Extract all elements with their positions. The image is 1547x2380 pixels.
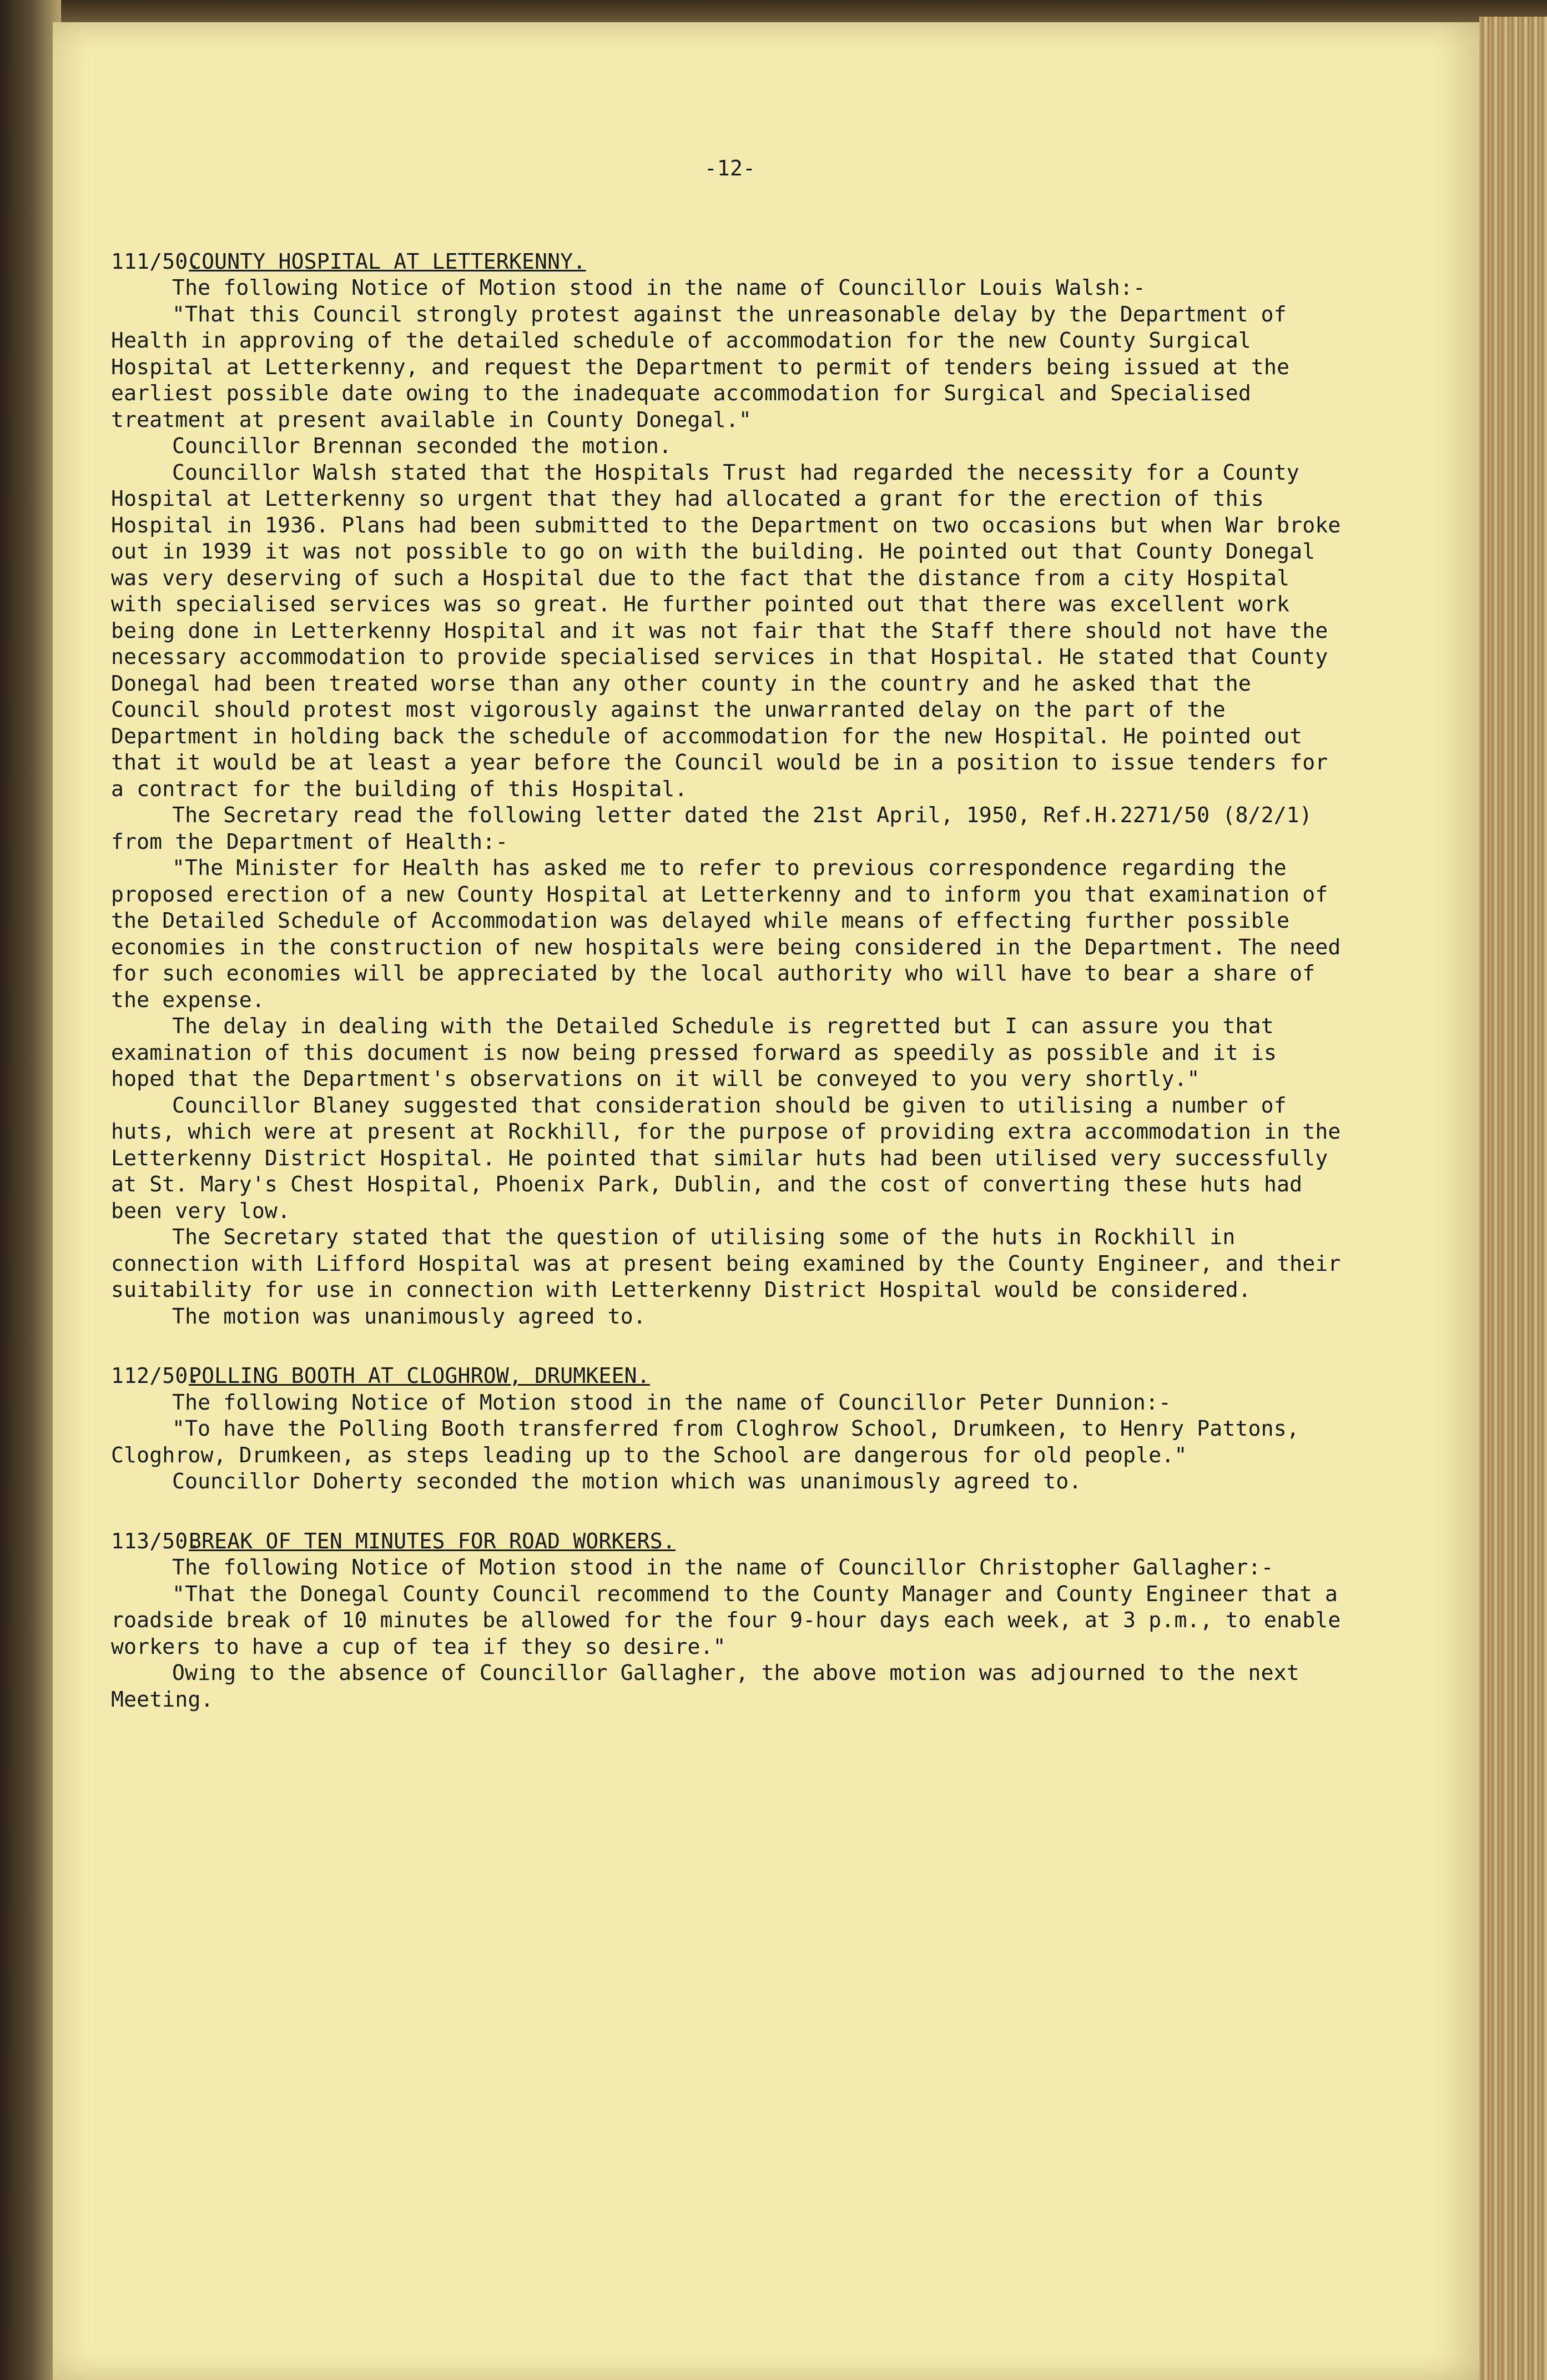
section-title: COUNTY HOSPITAL AT LETTERKENNY. bbox=[189, 249, 586, 274]
paragraph: Owing to the absence of Councillor Gallagher, the above motion was adjourned to the next Meeting. bbox=[111, 1661, 1299, 1712]
paragraph: The following Notice of Motion stood in the name of Councillor Louis Walsh:- bbox=[172, 275, 1146, 300]
paragraph: The Secretary read the following letter dated the 21st April, 1950, Ref.H.2271/50 (8/2/1) from the Department of Health:- bbox=[111, 803, 1312, 854]
section-heading bbox=[111, 1528, 1349, 1555]
paragraph: The following Notice of Motion stood in the name of Councillor Christopher Gallagher:- bbox=[172, 1555, 1274, 1579]
paragraph: Councillor Doherty seconded the motion which was unanimously agreed to. bbox=[172, 1469, 1082, 1493]
motion-text: "To have the Polling Booth transferred from Cloghrow School, Drumkeen, to Henry Pattons, Cloghrow, Drumkeen, as steps leading up to the School are dangerous for old people." bbox=[111, 1416, 1299, 1467]
letter-text: "The Minister for Health has asked me to refer to previous correspondence regarding the proposed erection of a new County Hospital at Letterkenny and to inform you that examination of the Detailed Schedule of Accommodation was delayed while means of effecting further possible economies in the construction of new hospitals were being considered in the Department. The need for such economies will be appreciated by the local authority who will have to bear a share of the expense. bbox=[111, 856, 1341, 1012]
document-content bbox=[111, 155, 1349, 1746]
paragraph: The following Notice of Motion stood in the name of Councillor Peter Dunnion:- bbox=[172, 1390, 1172, 1415]
minute-number: 113/50. bbox=[111, 1528, 201, 1553]
letter-text: The delay in dealing with the Detailed Schedule is regretted but I can assure you that examination of this document is now being pressed forward as speedily as possible and it is hoped that the Department's observations on it will be conveyed to you very shortly." bbox=[111, 1014, 1277, 1091]
motion-text: "That the Donegal County Council recommend to the County Manager and County Engineer that a roadside break of 10 minutes be allowed for the four 9-hour days each week, at 3 p.m., to enable workers to have a cup of tea if they so desire." bbox=[111, 1581, 1341, 1659]
paragraph: Councillor Brennan seconded the motion. bbox=[172, 434, 672, 458]
section-title: BREAK OF TEN MINUTES FOR ROAD WORKERS. bbox=[189, 1528, 676, 1553]
book-binding bbox=[0, 0, 61, 2380]
page-edges bbox=[1479, 17, 1547, 2380]
section-heading bbox=[111, 1363, 1349, 1390]
minute-section bbox=[111, 1528, 1349, 1713]
paragraph: The motion was unanimously agreed to. bbox=[172, 1304, 646, 1329]
book-top-edge bbox=[0, 0, 1547, 22]
minute-number: 112/50. bbox=[111, 1363, 201, 1388]
minute-number: 111/50. bbox=[111, 249, 201, 274]
paragraph: Councillor Walsh stated that the Hospitals Trust had regarded the necessity for a County Hospital at Letterkenny so urgent that they had allocated a grant for the erection of this Hospital in 1936. Plans had been submitted to the Department on two occasions but when War broke out in 1939 it was not possible to go on with the building. He pointed out that County Donegal was very deserving of such a Hospital due to the fact that the distance from a city Hospital with specialised services was so great. He further pointed out that there was excellent work being done in Letterkenny Hospital and it was not fair that the Staff there should not have the necessary accommodation to provide specialised services in that Hospital. He stated that County Donegal had been treated worse than any other county in the country and he asked that the Council should protest most vigorously against the unwarranted delay on the part of the Department in holding back the schedule of accommodation for the new Hospital. He pointed out that it would be at least a year before the Council would be in a position to issue tenders for a contract for the building of this Hospital. bbox=[111, 460, 1341, 801]
motion-text: "That this Council strongly protest against the unreasonable delay by the Department of Health in approving of the detailed schedule of accommodation for the new County Surgical Hospital at Letterkenny, and request the Department to permit of tenders being issued at the earliest possible date owing to the inadequate accommodation for Surgical and Specialised treatment at present available in County Donegal." bbox=[111, 301, 1290, 432]
minute-section bbox=[111, 249, 1349, 1330]
section-title: POLLING BOOTH AT CLOGHROW, DRUMKEEN. bbox=[189, 1363, 650, 1388]
page-number: -12- bbox=[704, 156, 756, 180]
section-heading bbox=[111, 249, 1349, 275]
paragraph: Councillor Blaney suggested that consideration should be given to utilising a number of huts, which were at present at Rockhill, for the purpose of providing extra accommodation in the Letterkenny District Hospital. He pointed that similar huts had been utilised very successfully at St. Mary's Chest Hospital, Phoenix Park, Dublin, and the cost of converting these huts had been very low. bbox=[111, 1093, 1341, 1223]
minute-section bbox=[111, 1363, 1349, 1495]
paragraph: The Secretary stated that the question of utilising some of the huts in Rockhill in connection with Lifford Hospital was at present being examined by the County Engineer, and their suitability for use in connection with Letterkenny District Hospital would be considered. bbox=[111, 1225, 1341, 1302]
